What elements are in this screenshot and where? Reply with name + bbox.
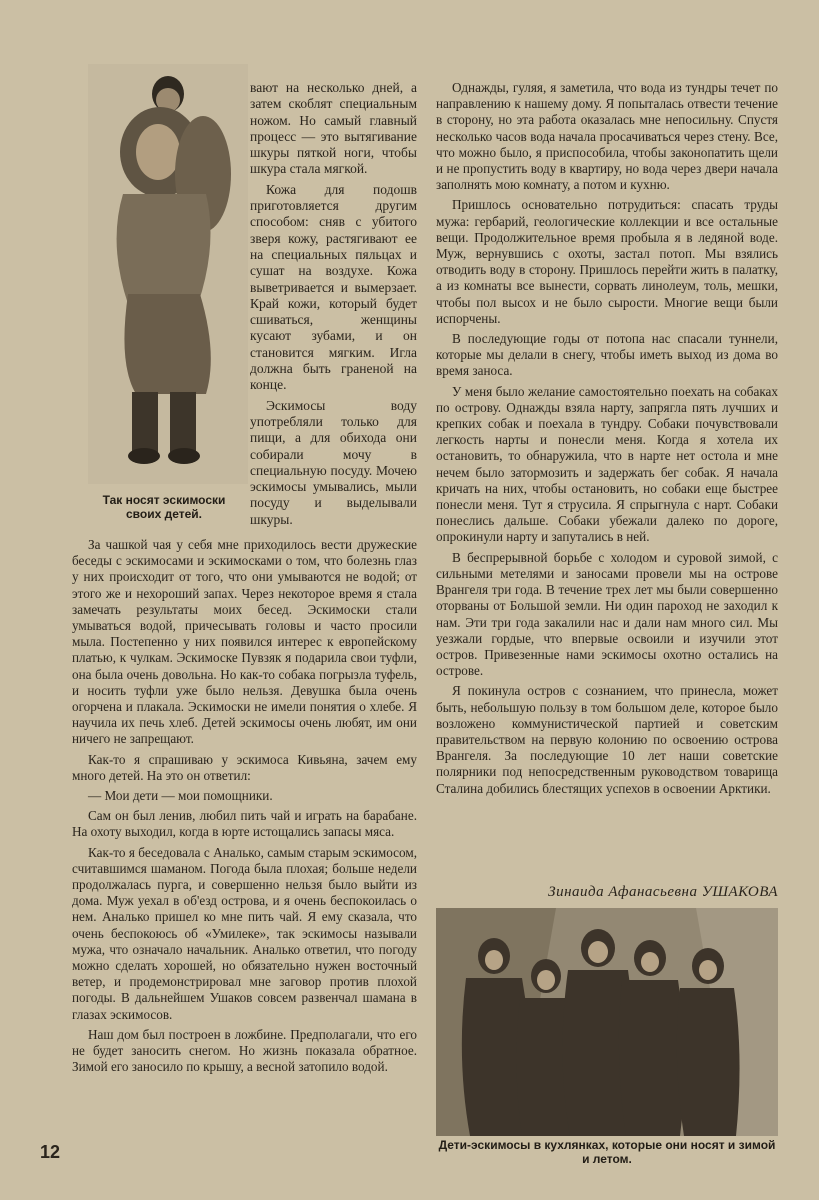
paragraph: Сам он был ленив, любил пить чай и играть на барабане. На охоту выходил, когда в юрте истощались запасы мяса.	[72, 808, 417, 840]
paragraph: — Мои дети — мои помощники.	[88, 788, 273, 804]
paragraph: За чашкой чая у себя мне приходилось вести дружеские беседы с эскимосами и эскимосками о том, что болезнь глаз у них происходит от того, что они умываются не водой; от этого же и нехороший запах. Через некоторое время я стала замечать результаты моих бесед. Эскимоски стали умываться водой, причесывать головы и часто просили мыла. Постепенно у них появился интерес к европейскому платью, к чулкам. Эскимоске Пувзяк я подарила свои туфли, она была очень довольна. Но как-то собака погрызла туфель, и носить туфли уже было нельзя. Девушка была очень огорчена и плакала. Эскимоски не имели понятия о хлебе. Я научила их печь хлеб. Детей эскимосы очень любят, им они ничего не запрещают.	[72, 537, 417, 747]
paragraph: Как-то я беседовала с Аналько, самым старым эскимосом, считавшимся шаманом. Погода была плохая; больше недели продолжалась пурга, и совершенно нельзя было выйти из дома. Муж уехал в об'езд острова, и я очень беспокоилась о нем. Аналько пришел ко мне пить чай. Я ему сказала, что очень беспокоюсь об «Умилеке», так эскимосы называли мужа, что означало начальник. Аналько ответил, что погоду можно сделать хорошей, но обязательно нужен восточный ветер, и продемонстрировал мне заговор против плохой погоды. В дальнейшем Ушаков совсем развенчал шамана в глазах эскимосов.	[72, 844, 417, 1022]
paragraph: Однажды, гуляя, я заметила, что вода из тундры течет по направлению к нашему дому. Я попыталась отвести течение в сторону, но эта работа оказалась мне непосильну. Спустя несколько часов вода начала просачиваться через стену. Все, что можно было, я приспособила, чтобы законопатить щели и не пропустить воду в квартиру, но вода через двери начала заполнять мою комнату, а потом и кухню.	[436, 80, 778, 193]
photo-woman-with-child	[88, 64, 248, 484]
paragraph: Наш дом был построен в ложбине. Предполагали, что его не будет заносить снегом. Но жизнь показала обратное. Зимой его заносило по крышу, а весной затопило водой.	[72, 1026, 417, 1075]
paragraph: Кожа для подошв приготовляется другим способом: сняв с убитого зверя кожу, растягивают ее на специальных пяльцах и сушат на воздухе. Кожа выветривается и вымерзает. Край кожи, который будет сшиваться, женщины кусают зубами, и он становится мягким. Игла должна быть граненой на конце.	[250, 181, 417, 393]
text-column-left	[72, 537, 417, 1080]
photo-woman-caption: Так носят эскимоски своих детей.	[102, 493, 226, 521]
photo-children-caption: Дети-эскимосы в кухлянках, которые они носят и зимой и летом.	[438, 1138, 776, 1166]
page-number: 12	[40, 1142, 61, 1162]
paragraph: вают на несколько дней, а затем скоблят специальным ножом. Но самый главный процесс — это вытягивание шкуры пяткой ноги, чтобы шкура стала мягкой.	[250, 80, 417, 177]
paragraph: Пришлось основательно потрудиться: спасать труды мужа: гербарий, геологические коллекции и все остальные вещи. Продолжительное время пробыла я в ледяной воде. Муж, вернувшись с охоты, застал потоп. Мы взялись отводить воду в сторону. Пришлось перейти жить в палатку, а из комнаты все вынести, сорвать линолеум, толь, мешки, чтобы пол высох и не было сырости. Многие вещи были испорчены.	[436, 197, 778, 326]
paragraph: У меня было желание самостоятельно поехать на собаках по острову. Однажды взяла нарту, запрягла пять лучших и крепких собак и поехала в тундру. Собаки почувствовали легкость нарты и понесли меня. Когда я хотела их остановить, то обнаружила, что в нарте нет остола и мне нечем было затормозить и задержать бег собак. Я начала кричать на них, чтобы остановить, но собаки еще быстрее понесли меня. Тут я струсила. Я спрыгнула с нарт. Собаки понеслись дальше. Собаки убежали далеко по дороге, опрокинули нарту и запутались в ней.	[436, 383, 778, 545]
woman-with-child-illustration	[88, 64, 248, 484]
paragraph: Я покинула остров с сознанием, что принесла, может быть, небольшую пользу в том большом деле, которое было возложено коммунистической партией и советским правительством на первую колонию по освоению острова Врангеля. За последующие 10 лет наши советские полярники под непосредственным руководством товарища Сталина добились блестящих успехов в освоении Арктики.	[436, 683, 778, 796]
eskimo-children-illustration	[436, 908, 778, 1136]
paragraph: В последующие годы от потопа нас спасали туннели, которые мы делали в снегу, чтобы иметь выход из дома во время заноса.	[436, 331, 778, 379]
paragraph: В беспрерывной борьбе с холодом и суровой зимой, с сильными метелями и заносами провели мы на острове Врангеля три года. В течение трех лет мы были совершенно оторваны от Большой земли. Ни один пароход не заходил к нам. Эти три года закалили нас и дали нам много сил. Мы уезжали гордые, что впервые освоили и изучили этот остров. Привезенные нами эскимосы охотно остались на острове.	[436, 549, 778, 679]
paragraph: Как-то я спрашиваю у эскимоса Кивьяна, зачем ему много детей. На это он ответил:	[72, 751, 417, 783]
photo-eskimo-children	[436, 908, 778, 1136]
text-column-right	[436, 80, 778, 801]
paragraph: Эскимосы воду употребляли только для пищи, а для обихода они собирали мочу в специальную посуду. Мочею эскимосы умывались, мыли посуду и выделывали шкуры.	[250, 397, 417, 527]
author-signature: Зинаида Афанасьевна УШАКОВА	[548, 884, 778, 900]
text-column-beside-photo	[250, 80, 417, 532]
